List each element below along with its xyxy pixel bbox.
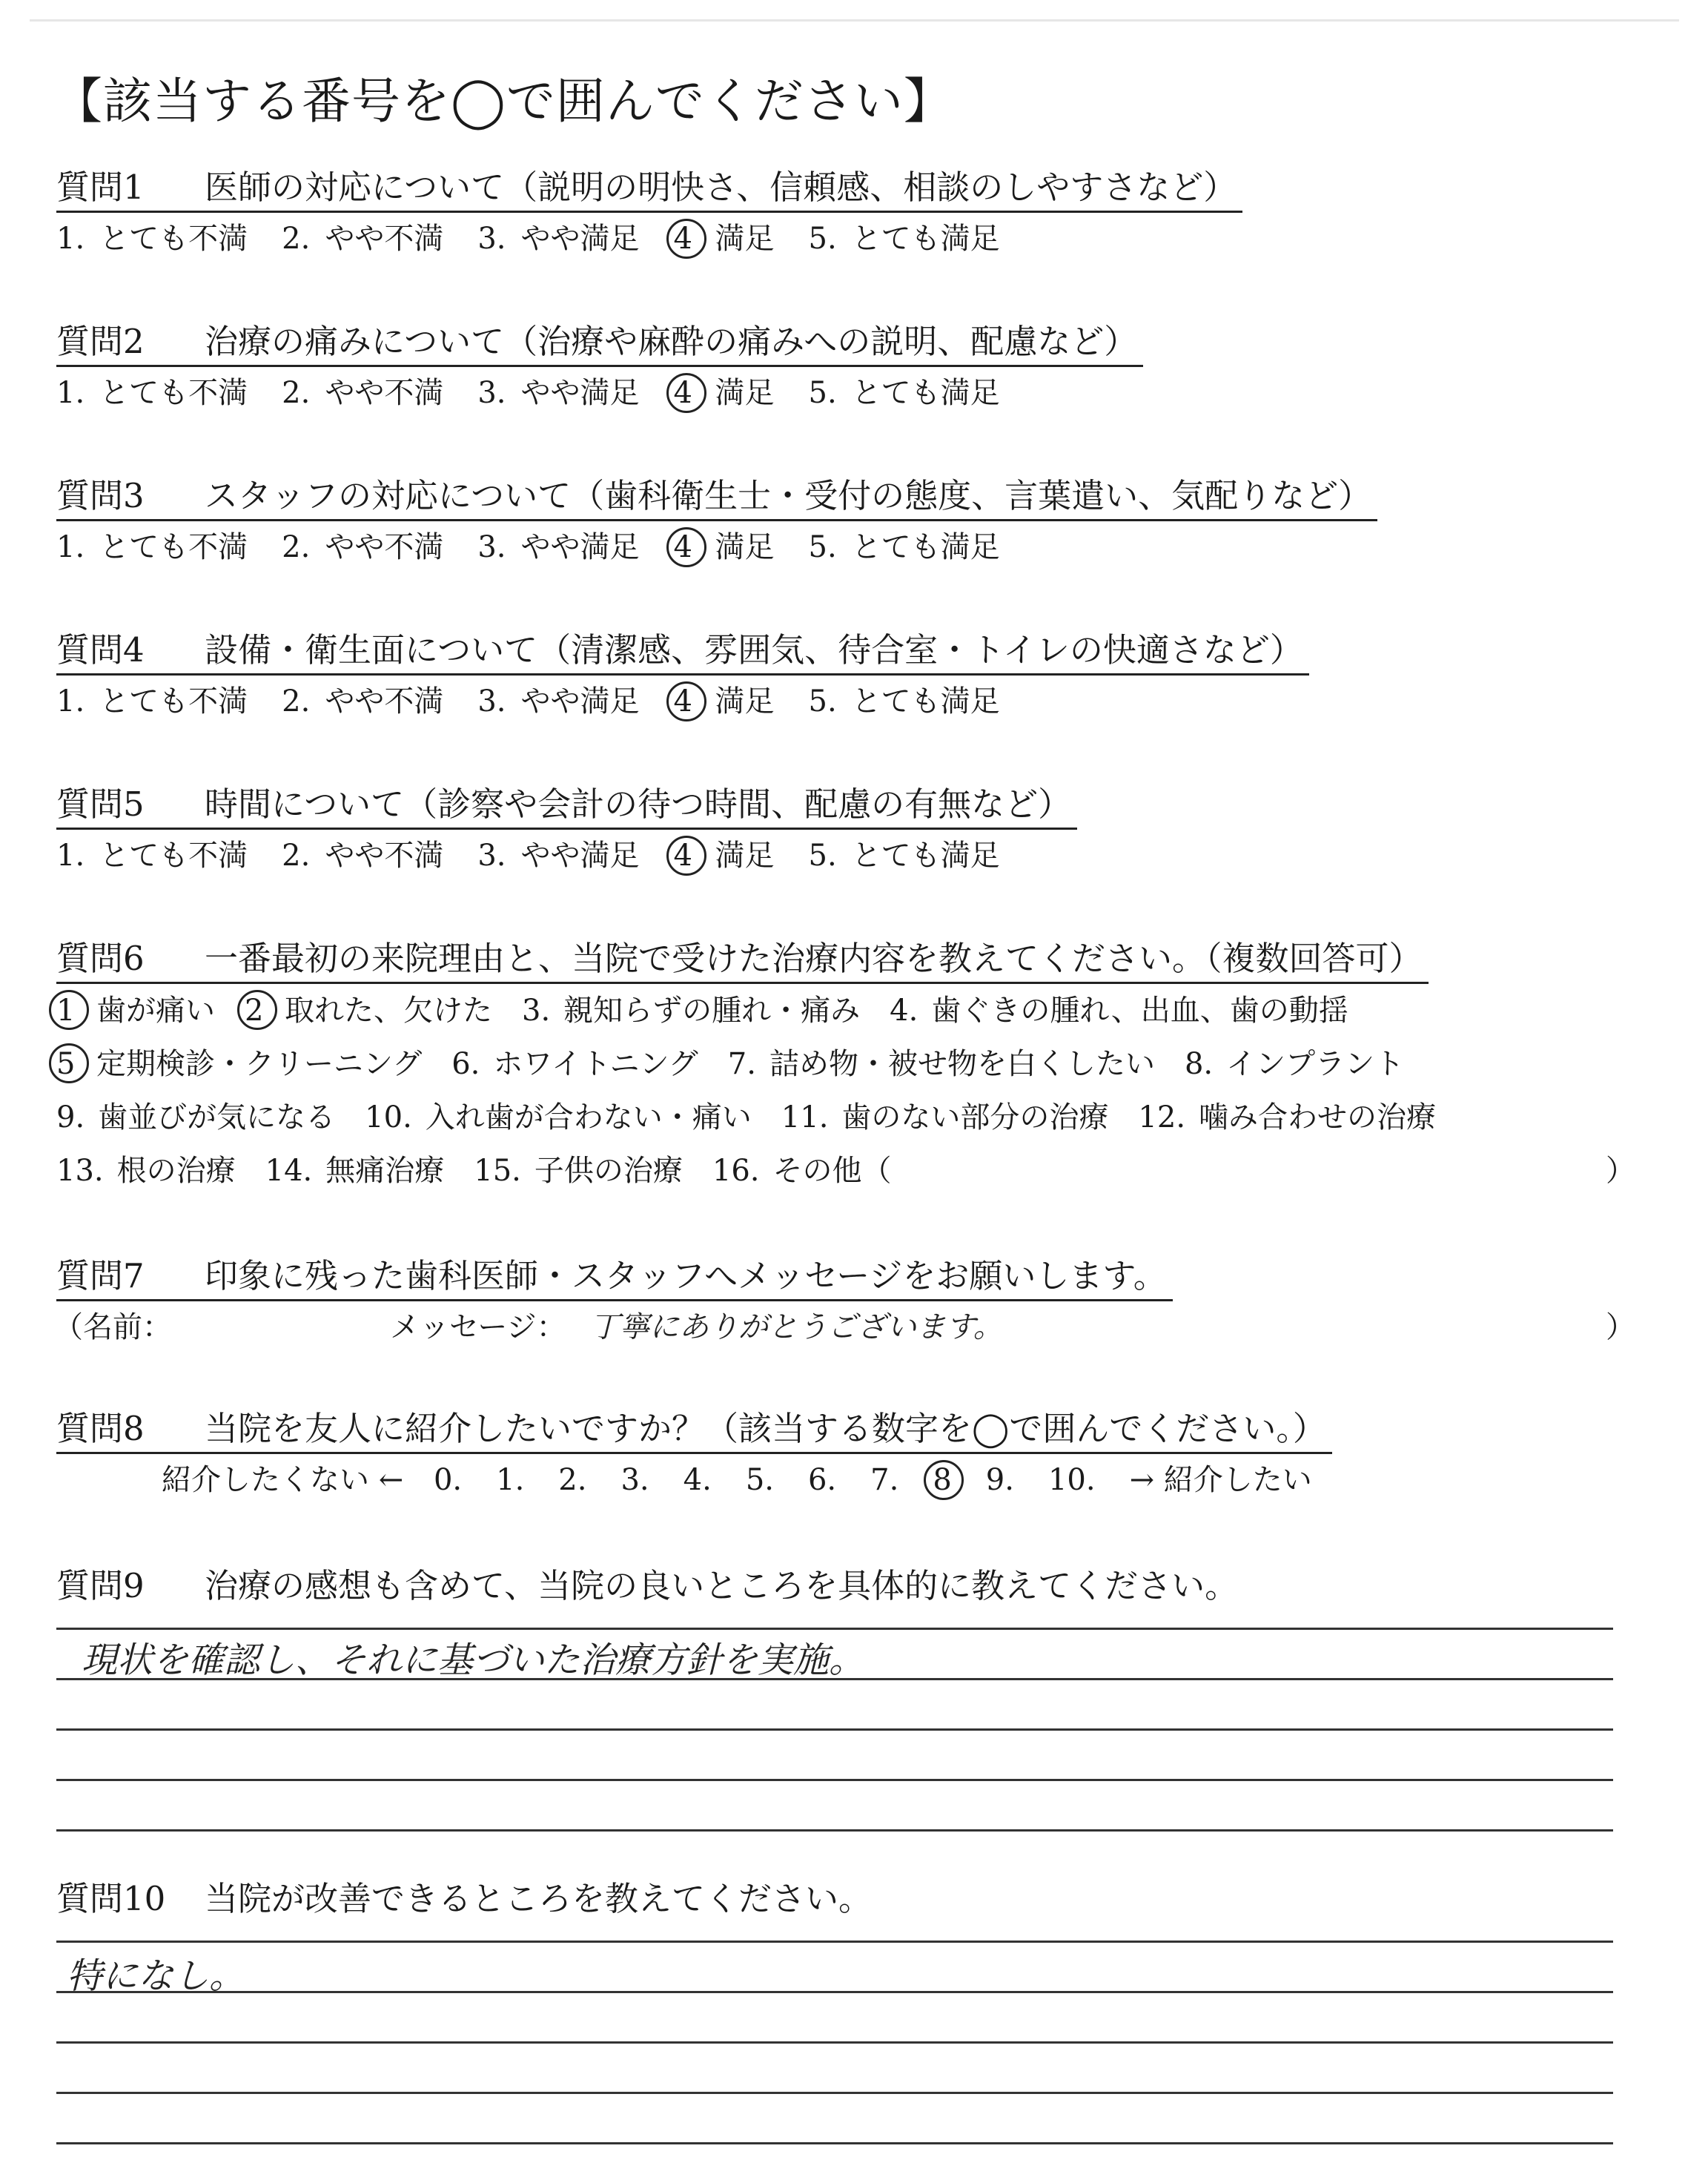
selection-circle [666, 681, 706, 721]
scale-option[interactable]: 0. [433, 1463, 463, 1497]
q6-option[interactable] [265, 1144, 445, 1198]
question-8 [56, 1406, 1658, 1506]
question-4 [56, 627, 1658, 727]
option-number: 5. [808, 684, 837, 719]
option-number: 7. [727, 1047, 756, 1081]
q6-option[interactable] [474, 1144, 683, 1198]
q6-option-row [56, 984, 1658, 1037]
scale-left-label: 紹介したくない ← [162, 1463, 404, 1497]
rating-option[interactable] [56, 367, 248, 419]
rating-option[interactable] [477, 676, 639, 727]
option-number: 4 [673, 530, 692, 564]
option-number: 16. [712, 1154, 760, 1188]
option-label: 歯のない部分の治療 [841, 1100, 1109, 1135]
question-9 [56, 1563, 1658, 1609]
rating-option[interactable] [282, 367, 443, 419]
question-10 [56, 1876, 1658, 1922]
question-text: 一番最初の来院理由と、当院で受けた治療内容を教えてください。（複数回答可） [205, 939, 1423, 978]
option-label: とても満足 [851, 530, 1000, 564]
question-number: 質問4 [56, 630, 145, 670]
question-2 [56, 319, 1658, 419]
option-number: 3. [477, 530, 506, 564]
recommend-scale [56, 1454, 1658, 1506]
option-label: ホワイトニング [493, 1047, 698, 1081]
rating-option[interactable] [477, 830, 639, 882]
scale-option[interactable]: 7. [870, 1463, 899, 1497]
question-number: 質問6 [56, 939, 145, 978]
selection-circle [666, 836, 706, 876]
q6-option[interactable] [728, 1037, 1155, 1091]
option-number: 11. [781, 1100, 829, 1135]
selection-circle [49, 990, 89, 1030]
q6-option-row [56, 1091, 1658, 1144]
scale-option[interactable]: 4. [683, 1463, 712, 1497]
rating-option[interactable] [674, 521, 775, 573]
option-number: 2. [282, 684, 311, 719]
scale-option[interactable]: 1. [496, 1463, 525, 1497]
rating-option[interactable] [809, 367, 1000, 419]
question-10-heading [56, 1876, 878, 1922]
close-paren: ） [1606, 1310, 1635, 1344]
rating-option[interactable] [56, 830, 248, 882]
rating-option[interactable] [809, 213, 1000, 265]
q6-option[interactable] [451, 1037, 698, 1091]
q6-option[interactable] [56, 1091, 335, 1144]
option-number: 6. [451, 1047, 480, 1081]
option-label: 満足 [715, 530, 775, 564]
scale-option[interactable]: 6. [807, 1463, 837, 1497]
answer-line [56, 1779, 1613, 1781]
q6-option-row [56, 1144, 1658, 1198]
rating-options [56, 676, 1658, 727]
rating-option[interactable] [674, 213, 775, 265]
message-value[interactable]: 丁寧にありがとうございます。 [590, 1310, 1003, 1344]
rating-option[interactable] [56, 521, 248, 573]
scale-option[interactable]: 3. [620, 1463, 649, 1497]
top-border [30, 19, 1679, 22]
q6-option[interactable] [245, 984, 492, 1037]
option-number: 2. [282, 530, 311, 564]
option-label: とても満足 [851, 839, 1000, 873]
question-3-heading [56, 473, 1377, 521]
option-label: やや不満 [325, 222, 444, 256]
selection-circle [666, 219, 706, 259]
option-label: 根の治療 [116, 1154, 236, 1188]
option-number: 5. [808, 839, 837, 873]
option-number: 3. [477, 684, 506, 719]
option-number: 8. [1184, 1047, 1214, 1081]
selection-circle [666, 527, 706, 567]
question-text: 当院を友人に紹介したいですか？（該当する数字を◯で囲んでください。） [205, 1409, 1326, 1448]
question-9-heading [56, 1563, 1244, 1609]
scale-option[interactable]: 10. [1047, 1463, 1096, 1497]
rating-options [56, 213, 1658, 265]
option-label: その他（ [772, 1154, 892, 1188]
rating-option[interactable] [809, 521, 1000, 573]
option-number: 4 [673, 684, 692, 719]
option-label: 満足 [715, 684, 775, 719]
option-label: 歯ぐきの腫れ、出血、歯の動揺 [931, 994, 1348, 1028]
option-number: 13. [56, 1154, 104, 1188]
option-number: 4 [673, 839, 692, 873]
option-number: 2. [282, 376, 311, 410]
question-8-heading [56, 1406, 1332, 1454]
answer-line [56, 2142, 1613, 2144]
question-6-heading [56, 936, 1429, 984]
answer-line [56, 1991, 1613, 1993]
question-text: 治療の感想も含めて、当院の良いところを具体的に教えてください。 [205, 1566, 1239, 1605]
option-label: 満足 [715, 376, 775, 410]
option-number: 14. [265, 1154, 313, 1188]
question-7 [53, 1253, 1658, 1353]
answer-line [56, 1678, 1613, 1680]
question-2-heading [56, 319, 1143, 367]
option-number: 4 [673, 376, 692, 410]
question-number: 質問2 [56, 322, 145, 361]
option-label: 無痛治療 [325, 1154, 445, 1188]
option-label: 歯が痛い [96, 994, 215, 1028]
option-label: 満足 [715, 222, 775, 256]
option-label: とても満足 [851, 222, 1000, 256]
q6-option-row [56, 1037, 1658, 1091]
rating-option[interactable] [282, 213, 443, 265]
question-text: 当院が改善できるところを教えてください。 [205, 1879, 873, 1918]
option-number: 2 [245, 994, 264, 1028]
option-label: 入れ歯が合わない・痛い [425, 1100, 752, 1135]
answer-line [56, 2092, 1613, 2094]
option-label: 噛み合わせの治療 [1199, 1100, 1437, 1135]
option-number: 1. [56, 530, 85, 564]
question-text: 医師の対応について（説明の明快さ、信頼感、相談のしやすさなど） [205, 168, 1237, 207]
option-number: 2. [282, 222, 311, 256]
option-label: 取れた、欠けた [285, 994, 492, 1028]
question-number: 質問5 [56, 785, 145, 824]
rating-option[interactable] [809, 830, 1000, 882]
selection-circle [237, 990, 277, 1030]
option-label: やや満足 [520, 376, 640, 410]
option-number: 5. [808, 222, 837, 256]
close-paren: ） [1606, 1154, 1635, 1188]
selection-circle [49, 1043, 89, 1083]
option-number: 2. [282, 839, 311, 873]
rating-option[interactable] [674, 676, 775, 727]
option-number: 5. [808, 530, 837, 564]
page-title: 【該当する番号を◯で囲んでください】 [53, 73, 953, 130]
scale-option[interactable]: 5. [745, 1463, 774, 1497]
option-label: とても不満 [99, 684, 248, 719]
selection-circle [924, 1460, 964, 1500]
q6-option[interactable] [365, 1091, 752, 1144]
selection-circle [666, 373, 706, 413]
scale-right-label: → 紹介したい [1129, 1463, 1312, 1497]
q6-option[interactable] [712, 1144, 892, 1198]
option-label: やや不満 [325, 376, 444, 410]
question-number: 質問7 [56, 1256, 145, 1295]
question-number: 質問10 [56, 1879, 166, 1918]
question-6 [56, 936, 1658, 1198]
rating-option[interactable] [282, 830, 443, 882]
option-label: 定期検診・クリーニング [96, 1047, 423, 1081]
q6-option[interactable] [522, 984, 860, 1037]
option-label: やや不満 [325, 530, 444, 564]
option-number: 3. [522, 994, 551, 1028]
scale-option[interactable]: 9. [985, 1463, 1014, 1497]
question-number: 質問1 [56, 168, 145, 207]
answer-line [56, 1628, 1613, 1630]
q6-option[interactable] [1138, 1091, 1436, 1144]
option-label: インプラント [1226, 1047, 1405, 1081]
question-3 [56, 473, 1658, 573]
rating-option[interactable] [477, 213, 639, 265]
option-number: 9. [56, 1100, 85, 1135]
rating-options [56, 521, 1658, 573]
option-number: 1. [56, 376, 85, 410]
rating-option[interactable] [809, 676, 1000, 727]
question-text: 時間について（診察や会計の待つ時間、配慮の有無など） [205, 785, 1072, 824]
option-label: とても不満 [99, 376, 248, 410]
question-text: 設備・衛生面について（清潔感、雰囲気、待合室・トイレの快適さなど） [205, 630, 1303, 670]
option-number: 3. [477, 839, 506, 873]
q6-option[interactable] [56, 1144, 236, 1198]
answer-line [56, 2041, 1613, 2044]
option-label: とても不満 [99, 839, 248, 873]
option-label: やや満足 [520, 684, 640, 719]
option-number: 4. [890, 994, 918, 1028]
option-number: 1. [56, 839, 85, 873]
question-number: 質問8 [56, 1409, 145, 1448]
rating-option[interactable] [477, 521, 639, 573]
question-text: スタッフの対応について（歯科衛生士・受付の態度、言葉遣い、気配りなど） [205, 476, 1372, 515]
rating-option[interactable] [56, 213, 248, 265]
rating-option[interactable] [282, 521, 443, 573]
rating-option[interactable] [56, 676, 248, 727]
question-number: 質問9 [56, 1566, 145, 1605]
option-label: とても不満 [99, 222, 248, 256]
option-number: 4 [673, 222, 692, 256]
option-label: 満足 [715, 839, 775, 873]
message-row [53, 1301, 1658, 1353]
q6-option[interactable] [890, 984, 1348, 1037]
option-label: やや不満 [325, 684, 444, 719]
question-1-heading [56, 165, 1242, 213]
question-4-heading [56, 627, 1309, 676]
q6-option[interactable] [1185, 1037, 1404, 1091]
answer-line [56, 1728, 1613, 1731]
q9-answer[interactable]: 現状を確認し、それに基づいた治療方針を実施。 [82, 1639, 865, 1681]
option-label: やや不満 [325, 839, 444, 873]
option-number: 1 [56, 994, 76, 1028]
option-label: やや満足 [520, 839, 640, 873]
message-label: メッセージ： [390, 1310, 566, 1344]
option-label: 親知らずの腫れ・痛み [563, 994, 861, 1028]
rating-option[interactable] [674, 830, 775, 882]
scale-option[interactable]: 8 [933, 1454, 951, 1506]
question-5 [56, 782, 1658, 882]
option-number: 3. [477, 376, 506, 410]
option-label: 歯並びが気になる [98, 1100, 336, 1135]
option-label: とても満足 [851, 376, 1000, 410]
option-label: とても満足 [851, 684, 1000, 719]
q10-answer[interactable]: 特になし。 [67, 1955, 245, 1997]
option-number: 15. [474, 1154, 521, 1188]
rating-option[interactable] [477, 367, 639, 419]
question-7-heading [56, 1253, 1173, 1301]
question-number: 質問3 [56, 476, 145, 515]
scale-option[interactable]: 2. [558, 1463, 587, 1497]
option-number: 1. [56, 222, 85, 256]
option-label: とても不満 [99, 530, 248, 564]
answer-line [56, 1941, 1613, 1943]
question-text: 印象に残った歯科医師・スタッフへメッセージをお願いします。 [205, 1256, 1167, 1295]
option-number: 1. [56, 684, 85, 719]
rating-option[interactable] [674, 367, 775, 419]
option-label: やや満足 [520, 530, 640, 564]
option-number: 10. [365, 1100, 412, 1135]
q6-option[interactable] [56, 984, 215, 1037]
option-label: 詰め物・被せ物を白くしたい [769, 1047, 1155, 1081]
q6-option[interactable] [781, 1091, 1109, 1144]
option-number: 5. [808, 376, 837, 410]
rating-option[interactable] [282, 676, 443, 727]
rating-options [56, 367, 1658, 419]
question-text: 治療の痛みについて（治療や麻酔の痛みへの説明、配慮など） [205, 322, 1138, 361]
q6-option[interactable] [56, 1037, 422, 1091]
option-number: 3. [477, 222, 506, 256]
option-label: やや満足 [520, 222, 640, 256]
rating-options [56, 830, 1658, 882]
option-label: 子供の治療 [534, 1154, 683, 1188]
option-number: 12. [1138, 1100, 1186, 1135]
option-number: 5 [56, 1047, 76, 1081]
question-1 [56, 165, 1658, 265]
name-label: （名前： [53, 1310, 172, 1344]
question-5-heading [56, 782, 1077, 830]
answer-line [56, 1829, 1613, 1832]
